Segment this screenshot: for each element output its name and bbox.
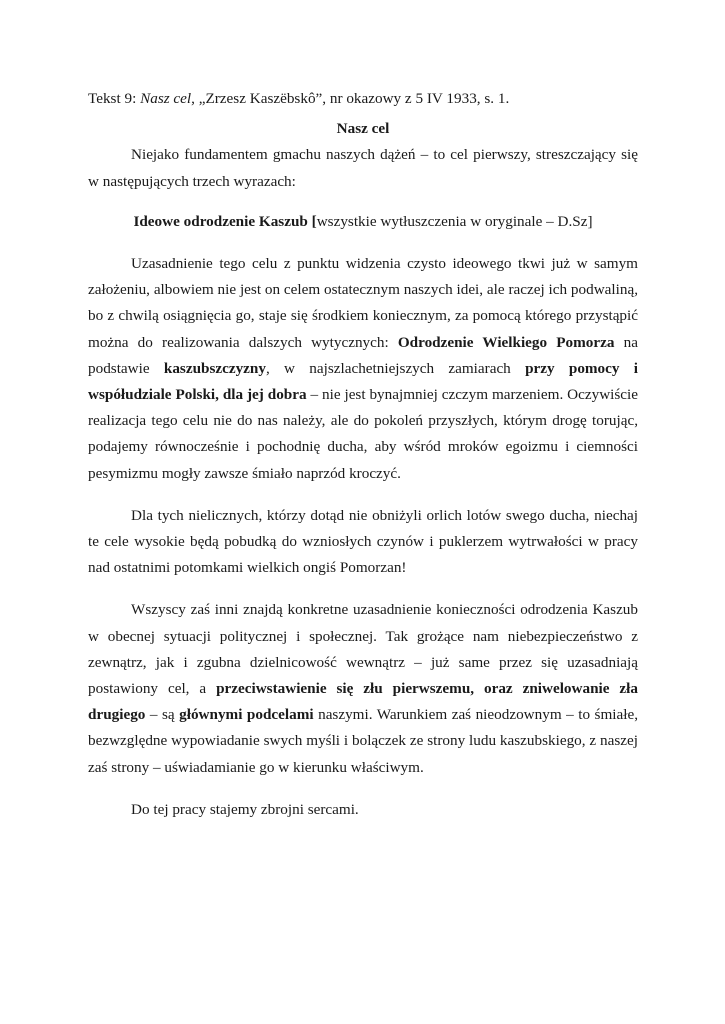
paragraph-3: Wszyscy zaś inni znajdą konkretne uzasadnienie konieczności odrodzenia Kaszub w obecnej sytuacji politycznej i społecznej. Tak grożące nam niebezpieczeństwo z zewnątrz, jak i zgubna dzielnicowość wewnątrz – już same przez się uzasadniają postawiony cel, a przeciwstawienie się złu pierwszemu, oraz zniwelowanie zła drugiego – są głównymi podcelami naszymi. Warunkiem zaś nieodzownym – to śmiałe, bezwzględne wypowiadanie swych myśli i bolączek ze strony ludu kaszubskiego, z naszej zaś strony – uświadamianie go w kierunku właściwym. [88,601,638,776]
editor-note: wszystkie wytłuszczenia w oryginale – D.Sz] [316,212,593,230]
paragraph-4: Do tej pracy stajemy zbrojni sercami. [131,800,359,818]
source-title: Nasz cel [140,90,192,107]
article-title: Nasz cel [336,120,390,138]
motto-bold: Ideowe odrodzenie Kaszub [133,212,308,230]
motto-line: Ideowe odrodzenie Kaszub [wszystkie wytłuszczenia w oryginale – D.Sz] [133,212,593,230]
paragraph-2: Dla tych nielicznych, którzy dotąd nie obniżyli orlich lotów swego ducha, niechaj te cele wysokie będą pobudką do wzniosłych czynów i puklerzem wytrwałości w pracy nad ostatnimi potomkami wielkich ongiś Pomorzan! [88,506,638,577]
paragraph-1: Uzasadnienie tego celu z punktu widzenia czysto ideowego tkwi już w samym założeniu, albowiem nie jest on celem ostatecznym naszych idei, ale raczej ich podwaliną, bo z chwilą osiągnięcia go, staje się środkiem koniecznym, za pomocą którego przystąpić można do realizowania dalszych wytycznych: Odrodzenie Wielkiego Pomorza na podstawie kaszubszczyzny, w najszlachetniejszych zamiarach przy pomocy i współudziale Polski, dla jej dobra – nie jest bynajmniej czczym marzeniem. Oczywiście realizacja tego celu nie do nas należy, ale do pokoleń przyszłych, którym drogę torując, podajemy równocześnie i pochodnię ducha, aby wśród mroków egoizmu i ciemności pesymizmu mogły zawsze śmiało naprzód kroczyć. [88,255,638,482]
source-citation: Tekst 9: Nasz cel, „Zrzesz Kaszëbskô”, nr okazowy z 5 IV 1933, s. 1. [88,90,510,107]
document-content [88,86,638,823]
intro-paragraph: Niejako fundamentem gmachu naszych dążeń – to cel pierwszy, streszczający się w następujących trzech wyrazach: [88,146,638,190]
